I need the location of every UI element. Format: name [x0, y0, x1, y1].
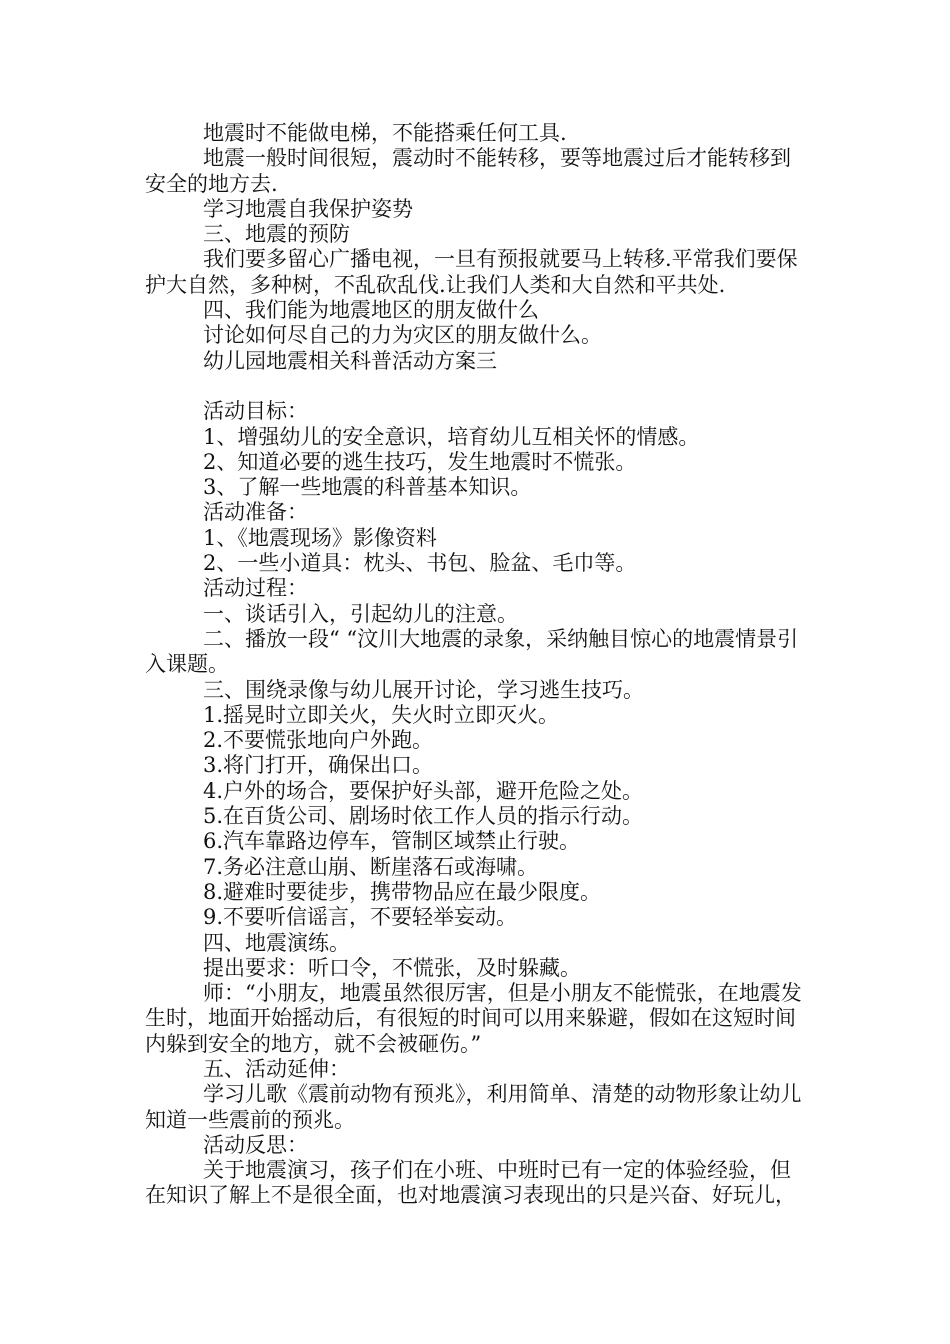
paragraph: 关于地震演习，孩子们在小班、中班时已有一定的体验经验，但在知识了解上不是很全面，也对地震演习表现出的只是兴奋、好玩儿， [145, 1158, 796, 1208]
list-item: 4.户外的场合，要保护好头部，避开危险之处。 [203, 778, 644, 803]
subheading: 活动目标： [203, 399, 308, 424]
list-item: 2.不要慌张地向户外跑。 [203, 728, 434, 753]
paragraph: 提出要求：听口令，不慌张，及时躲藏。 [203, 955, 581, 980]
list-item: 1、《地震现场》影像资料 [203, 525, 437, 550]
list-item: 3.将门打开，确保出口。 [203, 753, 434, 778]
paragraph: 一、谈话引入，引起幼儿的注意。 [203, 601, 518, 626]
list-item: 6.汽车靠路边停车，管制区域禁止行驶。 [203, 829, 581, 854]
list-item: 9.不要听信谣言，不要轻举妄动。 [203, 905, 518, 930]
paragraph: 学习地震自我保护姿势 [203, 196, 413, 221]
paragraph: 三、围绕录像与幼儿展开讨论，学习逃生技巧。 [203, 677, 644, 702]
subheading: 活动过程： [203, 576, 308, 601]
list-item: 2、一些小道具：枕头、书包、脸盆、毛巾等。 [203, 551, 637, 576]
list-item: 1.摇晃时立即关火，失火时立即灭火。 [203, 702, 560, 727]
blank-line [145, 374, 810, 399]
paragraph: 四、我们能为地震地区的朋友做什么 [203, 298, 539, 323]
paragraph: 地震一般时间很短，震动时不能转移，要等地震过后才能转移到安全的地方去. [145, 146, 791, 196]
paragraph: 三、地震的预防 [203, 222, 350, 247]
paragraph: 地震时不能做电梯，不能搭乘任何工具. [203, 121, 567, 145]
list-item: 2、知道必要的逃生技巧，发生地震时不慌张。 [203, 449, 637, 474]
paragraph: 师：“小朋友，地震虽然很厉害，但是小朋友不能慌张，在地震发生时，地面开始摇动后，有很短的时间可以用来躲避，假如在这短时间内躲到安全的地方，就不会被砸伤。” [145, 981, 802, 1056]
list-item: 5.在百货公司、剧场时依工作人员的指示行动。 [203, 804, 644, 829]
section-title: 幼儿园地震相关科普活动方案三 [203, 348, 497, 373]
subheading: 五、活动延伸： [203, 1056, 350, 1081]
list-item: 1、增强幼儿的安全意识，培育幼儿互相关怀的情感。 [203, 424, 700, 449]
paragraph: 二、播放一段“ “汶川大地震的录象，采纳触目惊心的地震情景引入课题。 [145, 626, 799, 677]
paragraph: 学习儿歌《震前动物有预兆》，利用简单、清楚的动物形象让幼儿知道一些震前的预兆。 [145, 1082, 802, 1132]
document-body [145, 121, 810, 1209]
subheading: 活动准备： [203, 500, 308, 525]
paragraph: 四、地震演练。 [203, 930, 350, 955]
paragraph: 我们要多留心广播电视，一旦有预报就要马上转移.平常我们要保护大自然，多种树，不乱砍乱伐.让我们人类和大自然和平共处. [145, 247, 798, 297]
list-item: 7.务必注意山崩、断崖落石或海啸。 [203, 854, 539, 879]
paragraph: 讨论如何尽自己的力为灾区的朋友做什么。 [203, 323, 602, 348]
subheading: 活动反思： [203, 1132, 308, 1157]
list-item: 8.避难时要徒步，携带物品应在最少限度。 [203, 879, 602, 904]
list-item: 3、了解一些地震的科普基本知识。 [203, 475, 532, 500]
